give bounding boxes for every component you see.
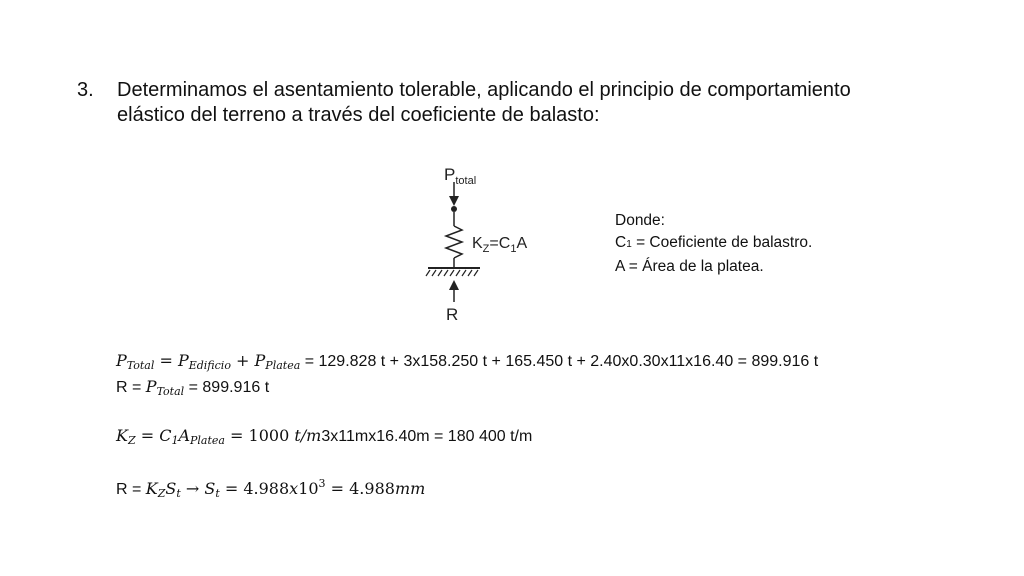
- equation-settlement: R = KZSt → $St = 4.988x10^3 = 4.988mm$: [116, 477, 426, 500]
- note-title: Donde:: [615, 212, 665, 229]
- equation-kz: KZ = C1APlatea = 1000 t/m3x11mx16.40m = 180 400 t/m: [116, 426, 533, 447]
- equation-reaction: R = PTotal = 899.916 t: [116, 377, 270, 398]
- note-area: A = Área de la platea.: [615, 258, 764, 275]
- r-label: R: [446, 305, 459, 324]
- item-text: Determinamos el asentamiento tolerable, aplicando el principio de comportamiento elástico del terreno a través del coeficiente de balasto:: [117, 79, 851, 126]
- equation-ptotal: PTotal = PEdificio + PPlatea = 129.828 t + 3x158.250 t + 165.450 t + 2.40x0.30x11x16.40 = 899.916 t: [116, 351, 819, 372]
- load-arrow-head: [449, 196, 459, 206]
- list-number: 3.: [77, 79, 94, 101]
- kz-label: $K_Z=C_1A$: [472, 235, 528, 255]
- load-point: [451, 206, 457, 212]
- ground-hatch: [426, 270, 478, 276]
- p-total-label: $P_{total}$: [444, 165, 477, 187]
- reaction-arrow-head: [449, 280, 459, 290]
- note-box: [615, 210, 812, 278]
- spring-diagram: [420, 160, 560, 325]
- note-c1: C1 = Coeficiente de balastro.: [615, 234, 813, 251]
- spring: [446, 226, 462, 258]
